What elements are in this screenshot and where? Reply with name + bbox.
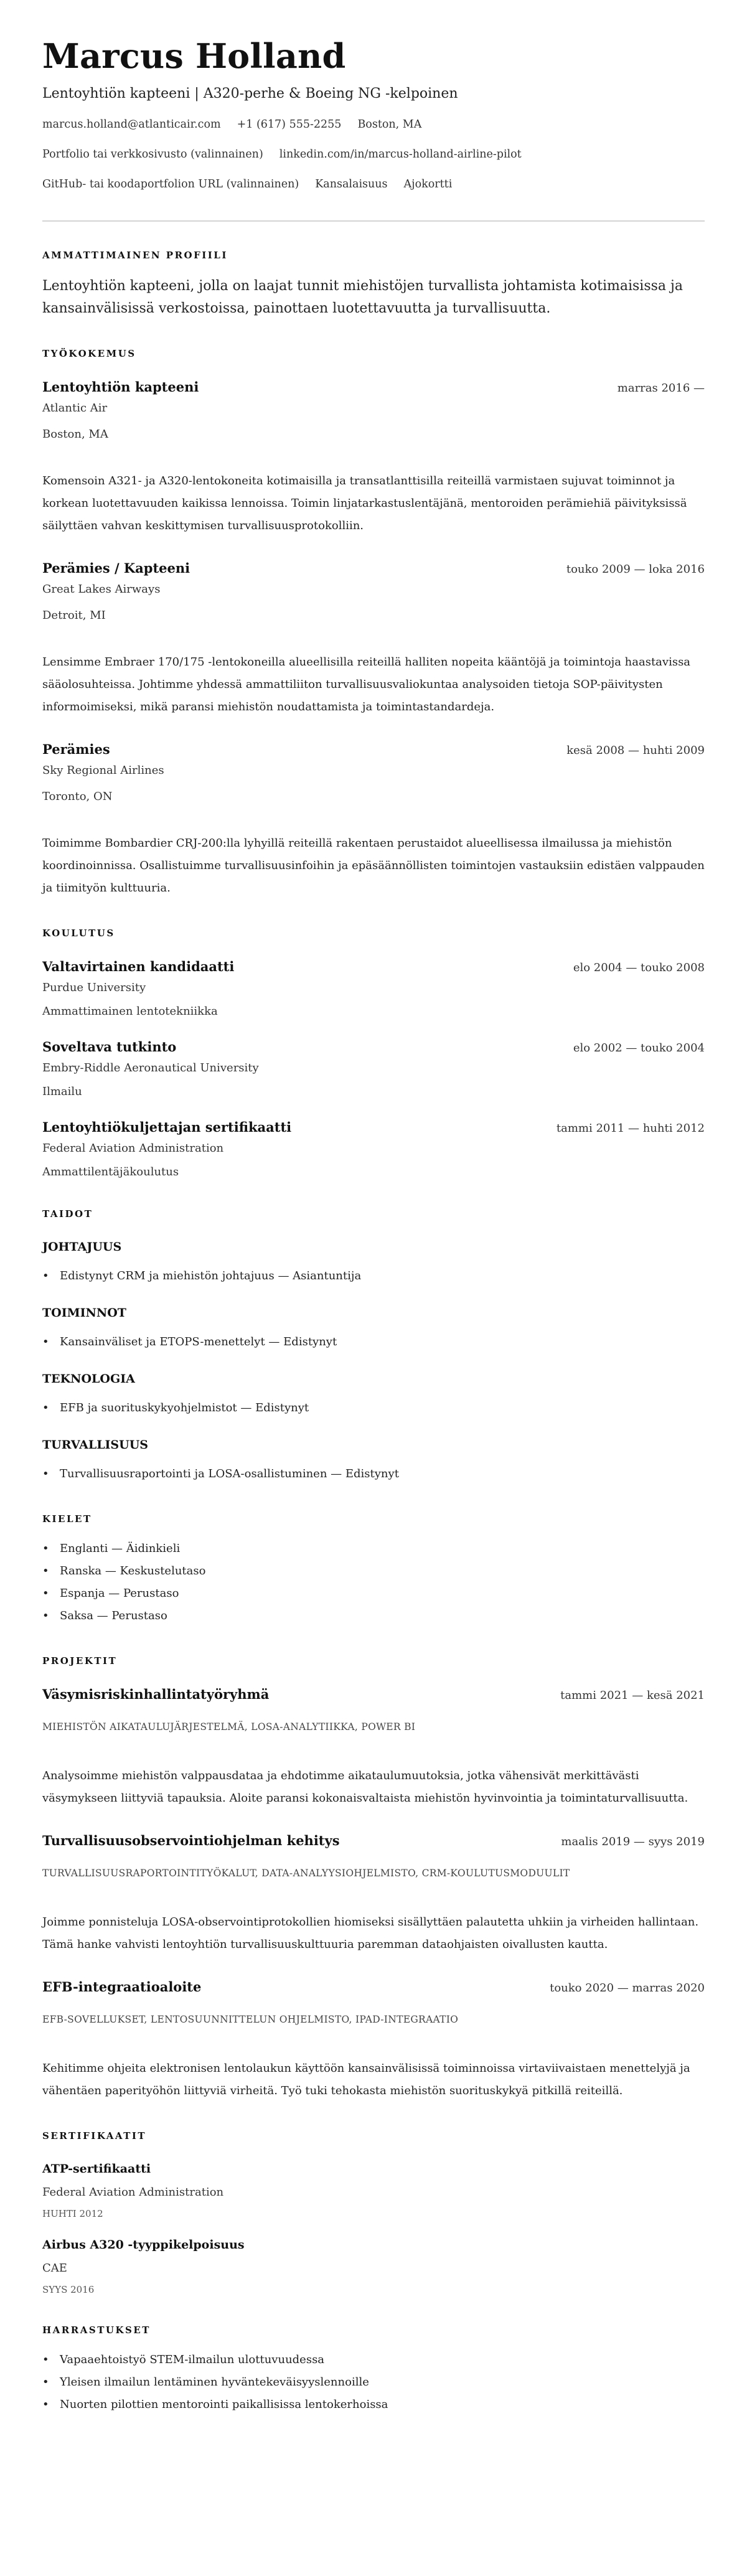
certification-issuer: Federal Aviation Administration (42, 2186, 224, 2199)
certifications-section (42, 2130, 705, 2296)
languages-section (42, 1513, 705, 1627)
project-entry (42, 1978, 705, 2102)
skill-item: • Turvallisuusraportointi ja LOSA-osallistuminen — Edistynyt (42, 1463, 705, 1485)
job-location: Detroit, MI (42, 609, 106, 622)
section-title: SERTIFIKAATIT (42, 2130, 147, 2141)
education-dates: elo 2002 — touko 2004 (573, 1041, 705, 1055)
school-name: Federal Aviation Administration (42, 1142, 224, 1155)
certification-list (42, 2161, 705, 2296)
project-name: Väsymisriskinhallintatyöryhmä (42, 1686, 270, 1702)
experience-list (42, 378, 705, 900)
skill-group-title: TEKNOLOGIA (42, 1372, 135, 1386)
study-field: Ammattimainen lentotekniikka (42, 1005, 218, 1018)
job-location: Boston, MA (42, 428, 108, 441)
project-description: Joimme ponnisteluja LOSA-observointiprotokollien hiomiseksi sisällyttäen palautetta uhkiin ja virheiden hallintaan. Tämä hanke vahvisti lentoyhtiön turvallisuuskulttuuria paremman dataohjaisten oivallusten kautta. (42, 1916, 699, 1951)
job-title: Lentoyhtiön kapteeni (42, 379, 199, 395)
job-company: Sky Regional Airlines (42, 764, 164, 777)
contact-drivers-license: Ajokortti (403, 178, 453, 190)
skill-group (42, 1305, 705, 1353)
skill-group (42, 1437, 705, 1485)
certification-date: HUHTI 2012 (42, 2208, 103, 2219)
skill-items (42, 1331, 705, 1353)
project-dates: tammi 2021 — kesä 2021 (560, 1689, 705, 1702)
contact-location: Boston, MA (357, 118, 422, 131)
skill-group (42, 1239, 705, 1287)
contact-portfolio[interactable]: Portfolio tai verkkosivusto (valinnainen) (42, 148, 263, 161)
certification-name: ATP-sertifikaatti (42, 2162, 151, 2176)
study-field: Ammattilentäjäkoulutus (42, 1165, 179, 1178)
school-name: Embry-Riddle Aeronautical University (42, 1061, 259, 1074)
job-location: Toronto, ON (42, 790, 113, 803)
skill-group (42, 1371, 705, 1419)
job-description: Komensoin A321- ja A320-lentokoneita kotimaisilla ja transatlanttisilla reiteillä varmistaen sujuvat toiminnot ja korkean luotettavuuden kaikissa lennoissa. Toimin linjatarkastuslentäjänä, mentoroiden perämiehiä päivityksissä säilyttäen vahvan keskittymisen turvallisuusprotokolliin. (42, 474, 687, 532)
experience-entry (42, 378, 705, 537)
profile-summary: Lentoyhtiön kapteeni, jolla on laajat tunnit miehistöjen turvallista johtamista kotimaisissa ja kansainvälisissä verkostoissa, painottaen luotettavuutta ja turvallisuutta. (42, 278, 683, 316)
school-name: Purdue University (42, 981, 146, 994)
job-description: Toimimme Bombardier CRJ-200:lla lyhyillä reiteillä rakentaen perustaidot alueellisessa ilmailussa ja miehistön koordinoinnissa. Osallistuimme turvallisuusinfoihin ja epäsäännöllisten toimintojen vastauksiin edistäen valppauden ja tiimityön kulttuuria. (42, 837, 705, 895)
project-tags: TURVALLISUUSRAPORTOINTITYÖKALUT, DATA-ANALYYSIOHJELMISTO, CRM-KOULUTUSMODUULIT (42, 1868, 570, 1879)
language-item: • Englanti — Äidinkieli (42, 1538, 705, 1560)
education-entry (42, 958, 705, 1020)
resume-header (42, 36, 705, 193)
skill-items (42, 1265, 705, 1287)
skill-items (42, 1463, 705, 1485)
header-divider (42, 220, 705, 222)
project-name: EFB-integraatioaloite (42, 1979, 202, 1995)
language-item: • Ranska — Keskustelutaso (42, 1560, 705, 1582)
certification-issuer: CAE (42, 2262, 67, 2275)
section-title: TYÖKOKEMUS (42, 348, 136, 359)
interest-list (42, 2349, 705, 2416)
candidate-name: Marcus Holland (42, 36, 346, 76)
education-entry (42, 1038, 705, 1100)
section-title: HARRASTUKSET (42, 2325, 151, 2336)
certification-entry (42, 2237, 705, 2296)
contact-row-other (42, 176, 705, 193)
interest-item: • Yleisen ilmailun lentäminen hyväntekeväisyyslennoille (42, 2371, 705, 2394)
project-dates: maalis 2019 — syys 2019 (561, 1835, 705, 1848)
section-title: KIELET (42, 1513, 92, 1525)
section-title: PROJEKTIT (42, 1655, 118, 1666)
project-entry (42, 1832, 705, 1956)
skills-section (42, 1208, 705, 1485)
job-dates: marras 2016 — (617, 382, 705, 395)
contact-row-links (42, 146, 705, 163)
degree-title: Valtavirtainen kandidaatti (42, 959, 235, 974)
contact-citizenship: Kansalaisuus (315, 178, 388, 190)
skill-group-title: TURVALLISUUS (42, 1438, 149, 1452)
experience-entry (42, 741, 705, 900)
language-list (42, 1538, 705, 1627)
education-list (42, 958, 705, 1180)
language-item: • Saksa — Perustaso (42, 1605, 705, 1627)
profile-section (42, 249, 705, 320)
project-description: Kehitimme ohjeita elektronisen lentolaukun käyttöön kansainvälisissä toiminnoissa virtaviivaistaen menettelyjä ja vähentäen paperityöhön liittyviä virheitä. Työ tuki tehokasta miehistön suorituskykyä pitkillä reiteillä. (42, 2062, 690, 2097)
degree-title: Lentoyhtiökuljettajan sertifikaatti (42, 1119, 292, 1135)
section-title: AMMATTIMAINEN PROFIILI (42, 250, 228, 261)
project-list (42, 1686, 705, 2102)
education-dates: tammi 2011 — huhti 2012 (556, 1122, 705, 1135)
certification-date: SYYS 2016 (42, 2284, 95, 2295)
skills-list (42, 1239, 705, 1485)
project-description: Analysoimme miehistön valppausdataa ja ehdotimme aikataulumuutoksia, jotka vähensivät merkittävästi väsymykseen liittyviä tapauksia. Aloite paransi kokonaisvaltaista miehistön hyvinvointia ja toimintaturvallisuutta. (42, 1769, 688, 1805)
project-name: Turvallisuusobservointiohjelman kehitys (42, 1833, 340, 1848)
project-tags: MIEHISTÖN AIKATAULUJÄRJESTELMÄ, LOSA-ANALYTIIKKA, POWER BI (42, 1721, 416, 1732)
job-title: Perämies / Kapteeni (42, 560, 190, 576)
job-company: Great Lakes Airways (42, 583, 161, 596)
projects-section (42, 1655, 705, 2102)
project-tags: EFB-SOVELLUKSET, LENTOSUUNNITTELUN OHJELMISTO, IPAD-INTEGRAATIO (42, 2014, 459, 2025)
skill-group-title: JOHTAJUUS (42, 1240, 122, 1254)
interest-item: • Vapaaehtoistyö STEM-ilmailun ulottuvuudessa (42, 2349, 705, 2371)
section-title: TAIDOT (42, 1208, 93, 1220)
education-entry (42, 1119, 705, 1180)
skill-items (42, 1397, 705, 1419)
candidate-headline: Lentoyhtiön kapteeni | A320-perhe & Boeing NG -kelpoinen (42, 86, 458, 101)
contact-linkedin[interactable]: linkedin.com/in/marcus-holland-airline-pilot (279, 148, 522, 161)
project-dates: touko 2020 — marras 2020 (550, 1981, 705, 1995)
interest-item: • Nuorten pilottien mentorointi paikallisissa lentokerhoissa (42, 2394, 705, 2416)
certification-entry (42, 2161, 705, 2221)
degree-title: Soveltava tutkinto (42, 1039, 177, 1055)
job-dates: touko 2009 — loka 2016 (566, 563, 705, 576)
education-section (42, 927, 705, 1180)
education-dates: elo 2004 — touko 2008 (573, 961, 705, 974)
job-description: Lensimme Embraer 170/175 -lentokoneilla alueellisilla reiteillä halliten nopeita kääntöjä ja toimintoja haastavissa sääolosuhteissa. Johtimme yhdessä ammattiliiton turvallisuusvaliokuntaa analysoiden tietoja SOP-päivitysten informoimiseksi, mikä paransi miehistön noudattamista ja toimintastandardeja. (42, 656, 691, 713)
job-dates: kesä 2008 — huhti 2009 (566, 744, 705, 757)
project-entry (42, 1686, 705, 1810)
contact-email[interactable]: marcus.holland@atlanticair.com (42, 118, 221, 131)
certification-name: Airbus A320 -tyyppikelpoisuus (42, 2238, 245, 2252)
skill-item: • Kansainväliset ja ETOPS-menettelyt — Edistynyt (42, 1331, 705, 1353)
job-title: Perämies (42, 741, 110, 757)
contact-row-primary (42, 116, 705, 133)
job-company: Atlantic Air (42, 402, 108, 415)
interests-section (42, 2324, 705, 2416)
section-title: KOULUTUS (42, 928, 115, 939)
experience-entry (42, 560, 705, 718)
study-field: Ilmailu (42, 1085, 82, 1098)
language-item: • Espanja — Perustaso (42, 1582, 705, 1605)
contact-github[interactable]: GitHub- tai koodaportfolion URL (valinnainen) (42, 178, 299, 190)
experience-section (42, 347, 705, 900)
skill-item: • EFB ja suorituskykyohjelmistot — Edistynyt (42, 1397, 705, 1419)
contact-phone[interactable]: +1 (617) 555-2255 (237, 118, 342, 131)
skill-group-title: TOIMINNOT (42, 1306, 126, 1320)
skill-item: • Edistynyt CRM ja miehistön johtajuus — Asiantuntija (42, 1265, 705, 1287)
